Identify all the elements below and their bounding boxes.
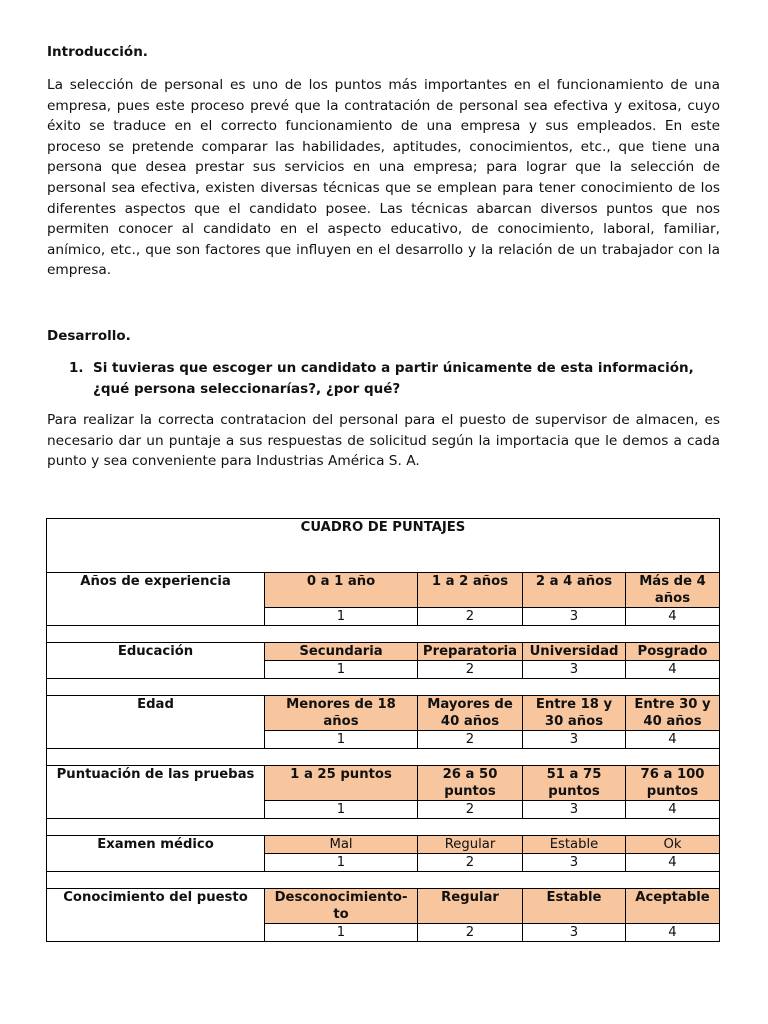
option-cell: 2 a 4 años [523,573,626,608]
scores-table [46,518,720,942]
development-paragraph: Para realizar la correcta contratacion del personal para el puesto de supervisor de almacen, es necesario dar un puntaje a sus respuestas de solicitud según la importacia que le demos a cada punto y sea conveniente para Industrias América S. A. [47,412,720,470]
spacer-row [47,626,720,643]
score-cell: 1 [265,854,418,872]
intro-heading: Introducción. [47,44,148,60]
development-heading: Desarrollo. [47,328,131,344]
question-item [69,358,720,400]
score-cell: 3 [523,608,626,626]
option-cell: Regular [418,836,523,854]
option-cell: Menores de 18 años [265,696,418,731]
score-cell: 4 [626,661,720,679]
question-number: 1. [69,360,84,376]
option-cell: Ok [626,836,720,854]
table-title: CUADRO DE PUNTAJES [47,519,720,573]
score-cell: 4 [626,801,720,819]
category-age: Edad [47,696,265,749]
option-cell: 1 a 2 años [418,573,523,608]
score-cell: 1 [265,661,418,679]
score-cell: 2 [418,854,523,872]
spacer-row [47,749,720,766]
score-cell: 2 [418,661,523,679]
score-cell: 1 [265,924,418,942]
score-cell: 3 [523,924,626,942]
option-cell: 51 a 75 puntos [523,766,626,801]
score-cell: 2 [418,924,523,942]
score-cell: 1 [265,608,418,626]
category-job-knowledge: Conocimiento del puesto [47,889,265,942]
score-cell: 2 [418,731,523,749]
category-education: Educación [47,643,265,679]
option-cell: Posgrado [626,643,720,661]
intro-paragraph: La selección de personal es uno de los puntos más importantes en el funcionamiento de una empresa, pues este proceso prevé que la contratación de personal sea efectiva y exitosa, cuyo éxito se traduce en el correcto funcionamiento de una empresa y sus empleados. En este proceso se pretende comparar las habilidades, aptitudes, conocimientos, etc., que tiene una persona que desea prestar sus servicios en una empresa; para lograr que la selección de personal sea efectiva, existen diversas técnicas que se emplean para tener conocimiento de los diferentes aspectos que el candidato posee. Las técnicas abarcan diversos puntos que nos permiten conocer al candidato en el aspecto educativo, de conocimiento, laboral, familiar, anímico, etc., que son factores que influyen en el desarrollo y la relación de un trabajador con la empresa. [47,77,720,279]
score-cell: 4 [626,924,720,942]
spacer-row [47,679,720,696]
option-cell: Preparatoria [418,643,523,661]
score-cell: 3 [523,731,626,749]
option-cell: Mal [265,836,418,854]
option-cell: 26 a 50 puntos [418,766,523,801]
score-cell: 1 [265,731,418,749]
option-cell: Más de 4 años [626,573,720,608]
option-cell: 76 a 100 puntos [626,766,720,801]
option-cell: Secundaria [265,643,418,661]
score-cell: 2 [418,801,523,819]
spacer-row [47,872,720,889]
question-text: Si tuvieras que escoger un candidato a partir únicamente de esta información, ¿qué persona seleccionarías?, ¿por qué? [93,360,694,397]
option-cell: 0 a 1 año [265,573,418,608]
option-cell: Mayores de 40 años [418,696,523,731]
option-cell: 1 a 25 puntos [265,766,418,801]
category-experience: Años de experiencia [47,573,265,626]
score-cell: 4 [626,731,720,749]
option-cell: Regular [418,889,523,924]
option-cell: Universidad [523,643,626,661]
option-cell: Aceptable [626,889,720,924]
score-cell: 4 [626,608,720,626]
category-tests: Puntuación de las pruebas [47,766,265,819]
score-cell: 2 [418,608,523,626]
score-cell: 4 [626,854,720,872]
score-cell: 3 [523,661,626,679]
option-cell: Estable [523,836,626,854]
score-cell: 3 [523,854,626,872]
option-cell: Desconocimiento-to [265,889,418,924]
option-cell: Entre 30 y 40 años [626,696,720,731]
category-medical: Examen médico [47,836,265,872]
spacer-row [47,819,720,836]
score-cell: 1 [265,801,418,819]
option-cell: Estable [523,889,626,924]
option-cell: Entre 18 y 30 años [523,696,626,731]
score-cell: 3 [523,801,626,819]
